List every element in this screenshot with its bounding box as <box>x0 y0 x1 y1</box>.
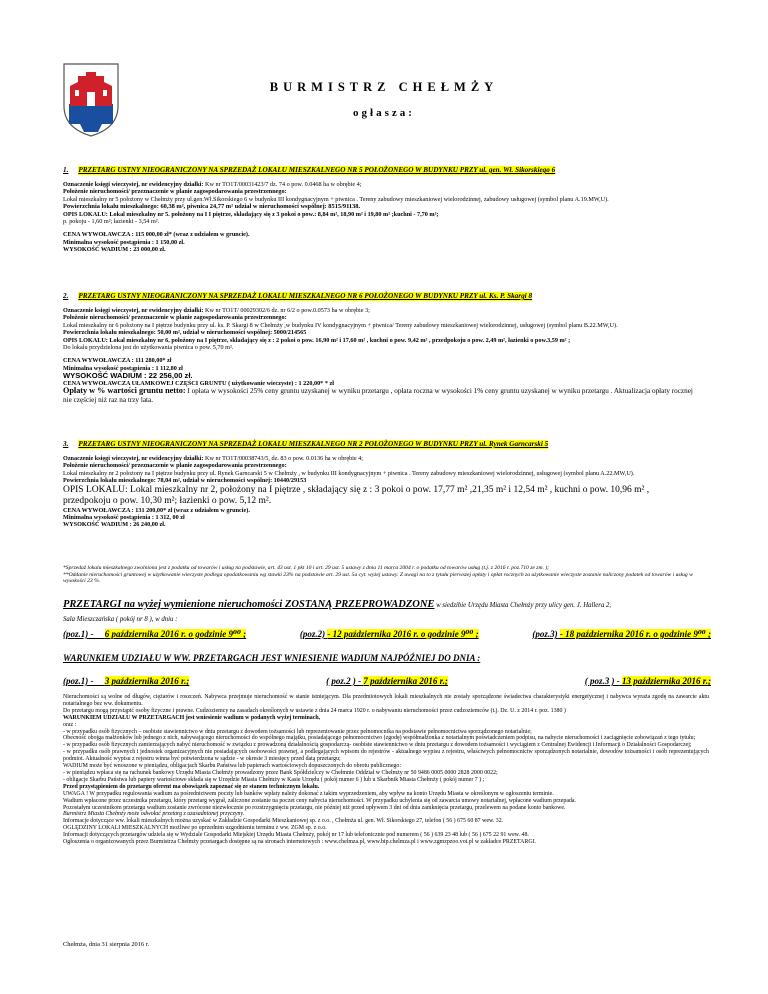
auction-lead: PRZETARGI na wyżej wymienione nieruchomości ZOSTANĄ PRZEPROWADZONE <box>63 599 435 610</box>
terms-line: - w przypadku osób prawnych i jednostek organizacyjnych nie posiadających osobowości prawnej, a podlegających wpisom do rejestrów - aktualnego wypisu z rejestru, właściwych pełnomocnictw sporządzonych notarialnie, dowodów tożsamości i osób reprezentujących podmiot. Aktualność wypisu z rejestru winna być potwierdzona w sądzie - w okresie 3 miesięcy przed datą przetargu; <box>63 749 709 763</box>
terms-line: Do przetargu mogą przystąpić osoby fizyczne i prawne. Cudzoziemcy na zasadach określonych w ustawie z dnia 24 marca 1920 r. o nabywaniu nieruchomości przez cudzoziemców (t.j. Dz. U. z 2014 r. poz. 1380 ) <box>63 707 566 714</box>
location-text: Lokal mieszkalny nr 2 położony na I piętrze budynku przy ul. Rynek Garncarski 5 w Chełmży , w budynku III kondygnacyjnym + piwnica . Tereny zabudowy mieszkaniowej wielorodzinnej, usługowej (symbol planu A.22.MW,U). <box>63 469 635 477</box>
header-title: BURMISTRZ CHEŁMŻY <box>269 80 499 94</box>
terms-line: Nieruchomości są wolne od długów, ciężarów i roszczeń. Nabywca przejmuje nieruchomość w stanie istniejącym. Dla przedmiotowych lokali mieszkalnych nie zostały sporządzone świadectwa charakterystyki energetycznej i nabywca wyraża zgodę na zawarcie aktu notarialnego bez ww. dokumentu. <box>63 694 709 707</box>
location-label: Położenie nieruchomości/ przeznaczenie w planie zagospodarowania przestrzennego: <box>63 314 287 322</box>
terms-block <box>63 694 709 846</box>
location-label: Położenie nieruchomości/ przeznaczenie w planie zagospodarowania przestrzennego: <box>63 462 287 470</box>
terms-line: Wadium wpłacone przez uczestnika przetargu, który przetarg wygrał, zaliczone zostanie na poczet ceny nabycia nieruchomości. W przypadku uchylenia się od zawarcia umowy notarialnej, wpłacone wadium przepada. <box>63 797 576 804</box>
price: CENA WYWOŁAWCZA : 111 280,00* zł <box>63 357 172 365</box>
location-label: Położenie nieruchomości/ przeznaczenie w planie zagospodarowania przestrzennego: <box>63 188 287 196</box>
deposit: WYSOKOŚĆ WADIUM : 26 240,00 zł. <box>63 521 166 529</box>
date-label: (poz.3) <box>532 629 558 639</box>
min-bid: Minimalna wysokość postąpienia : 1 312, 00 zł <box>63 514 185 522</box>
description-text-2: przedpokoju o pow. 10,30 m²; łazienki o pow. 5,12 m². <box>63 495 272 506</box>
description-text: OPIS LOKALU: Lokal mieszkalny nr 6, położony na I piętrze, składający się z : 2 pokoi o pow. 16,90 m² i 17,60 m² , kuchni o pow. 9,42 m² , przedpokoju o pow. 2,49 m², łazienki o pow.3,59 m² ; <box>63 336 571 344</box>
section-number: 3. <box>63 440 69 448</box>
kw-label: Oznaczenie księgi wieczystej, nr ewidencyjny działki: <box>63 455 204 462</box>
auction-room: Sala Mieszczańska ( pokój nr 8 ), w dniu : <box>63 616 178 623</box>
terms-line: - w pieniądzu wpłaca się na rachunek bankowy Urzędu Miasta Chełmży prowadzony przez Bank Spółdzielczy w Chełmnie Oddział w Chełmży nr 50 9486 0005 0000 2828 2000 0022; <box>63 769 498 776</box>
terms-line: Informacje dotyczące ww. lokali mieszkalnych można uzyskać w Zakładzie Gospodarki Mieszkaniowej sp. z o.o. , Chełmża ul. gen. Wł. Sikorskiego 27, telefon ( 56 ) 675 60 87 wew. 32. <box>63 818 504 825</box>
terms-line: oraz : <box>63 721 77 728</box>
terms-line: WADIUM może być wnoszone w pieniądzu, obligacjach Skarbu Państwa lub papierach wartościowych dopuszczonych do obrotu publicznego: <box>63 763 401 770</box>
date-value: 6 października 2016 r. o godzinie 9⁰⁰ ; <box>104 629 247 639</box>
coat-of-arms-emblem <box>62 62 120 138</box>
section-heading: PRZETARG USTNY NIEOGRANICZONY NA SPRZEDAŻ LOKALU MIESZKALNEGO NR 2 POŁOŻONEGO W BUDYNKU PRZY ul. Rynek Garncarski 5 <box>78 440 549 448</box>
terms-line: Obecność obojga małżonków lub jednego z nich, nabywającego nieruchomości do wspólnego majątku, posiadającego pełnomocnictwo (zgodę) współmałżonka z notarialnym poświadczeniem podpisu, na nabycie nieruchomości i zaciągnięcie zobowiązań z tego tytułu; <box>63 735 696 742</box>
terms-line: - w przypadku osób fizycznych – osobiste stawiennictwo w dniu przetargu z dowodem tożsamości lub reprezentowanie przez pełnomocnika na podstawie pełnomocnictwa sporządzonego notarialnie; <box>63 728 532 735</box>
kw-label: Oznaczenie księgi wieczystej, nr ewidencyjny działki: <box>63 181 204 188</box>
date-value: 13 października 2016 r.; <box>621 676 711 686</box>
land-price: CENA WYWOŁAWCZA UŁAMKOWEJ CZĘŚCI GRUNTU ( użytkowanie wieczyste) : 1 220,00* * zł <box>63 379 334 387</box>
deposit: WYSOKOŚĆ WADIUM : 23 000,00 zł. <box>63 246 166 254</box>
date-value: - 12 października 2016 r. o godzinie 9⁰⁰ ; <box>327 629 479 639</box>
terms-line: - obligacje Skarbu Państwa lub papiery wartościowe składa się w Urzędzie Miasta Chełmży w Kasie Urzędu ( pokój numer 6 ) lub u Skarbnik Miasta Chełmży ( pokój numer 7 ) ; <box>63 776 485 783</box>
price: CENA WYWOŁAWCZA : 131 200,00* zł (wraz z udziałem w gruncie). <box>63 506 250 514</box>
description-text: OPIS LOKALU: Lokal mieszkalny nr 2, położony na I piętrze , składający się z : 3 pokoi o pow. 17,77 m² ,21,35 m² i 12,54 m² , kuchni o pow. 10,96 m² , <box>63 484 650 495</box>
section-heading: PRZETARG USTNY NIEOGRANICZONY NA SPRZEDAŻ LOKALU MIESZKALNEGO NR 6 POŁOŻONEGO W BUDYNKU PRZY ul. Ks. P. Skargi 8 <box>78 292 533 300</box>
section-1 <box>63 166 703 254</box>
terms-line: WARUNKIEM UDZIAŁU W PRZETARGACH jest wniesienie wadium w podanych wyżej terminach, <box>63 714 321 721</box>
kw-value: Kw nr TO1T/00038743/5, dz. 83 o pow. 0.0136 ha w obrębie 4; <box>203 455 364 462</box>
date-label: (poz.1) - <box>63 629 94 639</box>
terms-line: UWAGA ! W przypadku regulowania wadium za pośrednictwem poczty lub banków wpłaty należy dokonać z takim wyprzedzeniem, aby wpływ na konto Urzędu Miasta w określonym w ogłoszeniu terminie. <box>63 790 554 797</box>
area-text: Powierzchnia lokalu mieszkalnego: 50,00 m², udział w nieruchomości wspólnej: 5000/214565 <box>63 329 307 337</box>
date-value: 3 października 2016 r.; <box>104 676 190 686</box>
deposit-date-2 <box>326 676 448 686</box>
terms-line: Burmistrz Miasta Chełmży może odwołać przetarg z uzasadnionej przyczyny. <box>63 811 245 818</box>
terms-line: Pozostałym uczestnikom przetargu wadium zostanie zwrócone niezwłocznie po rozstrzygnięciu przetargu, nie później niż przed upływem 3 dni od dnia zamknięcia przetargu, przelewem na podane konto bankowe. <box>63 804 566 811</box>
description-text-2: p. pokoju - 1,60 m²; łazienki - 3,54 m². <box>63 218 160 226</box>
terms-line: OGLĘDZINY LOKALI MIESZKALNYCH możliwe po uprzednim uzgodnieniu terminu z ww. ZGM sp. z o.o. <box>63 825 327 832</box>
kw-value: Kw nr TO1T/ 00029302/6 dz. nr 6/2 o pow.0.0573 ha w obrębie 3; <box>203 307 370 314</box>
footnote-land: **Oddanie nieruchomości gruntowej w użytkowanie wieczyste podlega opodatkowaniu wg stawki 23% na podstawie art. 29 ust. 5a cyt. wyżej ustawy. Z uwagi na to z tytułu pierwszej opłaty i opłat rocznych za użytkowanie wieczyste zostanie naliczony podatek od towarów i usług w wysokości 23 %. <box>63 571 693 585</box>
section-heading: PRZETARG USTNY NIEOGRANICZONY NA SPRZEDAŻ LOKALU MIESZKALNEGO NR 5 POŁOŻONEGO W BUDYNKU PRZY ul. gen. Wł. Sikorskiego 6 <box>78 166 556 174</box>
date-item-2 <box>300 629 479 640</box>
section-number: 2. <box>63 292 69 300</box>
section-number: 1. <box>63 166 69 174</box>
location-text: Lokal mieszkalny nr 6 położony na I piętrze budynku przy ul. ks. P. Skargi 8 w Chełmży ,w budynku IV kondygnacyjnym + piwnica/ Tereny zabudowy mieszkaniowej wielorodzinnej, usługowej (symbol planu B.22.MW,U). <box>63 321 618 329</box>
deposit-dates <box>63 676 711 686</box>
min-bid: Minimalna wysokość postąpienia : 1 112,80 zł <box>63 364 183 372</box>
location-text: Lokal mieszkalny nr 5 położony w Chełmży przy ul.gen.Wł.Sikorskiego 6 w budynku III kondygnacyjnym + piwnica . Tereny zabudowy mieszkaniowej wielorodzinnej, zabudowy usługowej (symbol planu A.19.MW,U). <box>63 195 609 203</box>
date-label: ( poz.2 ) - <box>326 676 362 686</box>
deposit-condition: WARUNKIEM UDZIAŁU W WW. PRZETARGACH JEST WNIESIENIE WADIUM NAJPÓŹNIEJ DO DNIA : <box>63 653 481 663</box>
deposit: WYSOKOŚĆ WADIUM : 22 256,00 zł. <box>63 371 193 381</box>
terms-line: Informacji dotyczących przetargów udziela się w Wydziale Gospodarki Miejskiej Urzędu Miasta Chełmży, pokój nr 17 lub telefonicznie pod numerem ( 56 ) 639 23 48 lub ( 56 ) 675 22 91 wew. 48. <box>63 832 529 839</box>
kw-value: Kw nr TO1T/00031423/7 dz. 74 o pow. 0.0468 ha w obrębie 4; <box>203 181 362 188</box>
date-item-3 <box>532 629 711 640</box>
area-text: Powierzchnia lokalu mieszkalnego: 60,38 m², piwnica 24,77 m² udział w nieruchomości wspólnej: 8515/91138. <box>63 203 361 211</box>
footnotes <box>63 565 703 585</box>
deposit-date-1 <box>63 676 189 686</box>
area-text: Powierzchnia lokalu mieszkalnego: 78,04 m², udział w nieruchomości wspólnej: 10440/29153 <box>63 477 307 485</box>
description-text-2: Do lokalu przydzielona jest do użytkowania piwnica o pow. 5,70 m². <box>63 344 234 352</box>
auction-dates <box>63 629 711 640</box>
header-subtitle: ogłasza: <box>353 107 415 119</box>
fees-text: I opłata w wysokości 25% ceny gruntu uzyskanej w wyniku przetargu , opłata roczna w wysokości 1% ceny gruntu uzyskanej w wyniku przetargu . Aktualizacja opłaty rocznej nie częściej niż raz na trzy lata. <box>63 387 693 404</box>
price: CENA WYWOŁAWCZA : 115 000,00 zł* (wraz z udziałem w gruncie). <box>63 231 250 239</box>
description-text: OPIS LOKALU: Lokal mieszkalny nr 5. położony na I I piętrze, składający się z 3 pokoi o pow.: 8,84 m², 18,90 m² i 19,80 m² ;kuchni - 7,70 m²; <box>63 210 439 218</box>
date-label: (poz.2) <box>299 629 326 639</box>
date-label: ( poz.3 ) - <box>584 676 620 686</box>
footnote-vat: *Sprzedaż lokalu mieszkalnego zwolniona jest z podatku od towarów i usług na podstawie, art. 43 ust. 1 pkt 10 i art. 29 ust. 5 ustawy z dnia 11 marca 2004 r. o podatku od towarów usług (t.j. z 2016 r. poz.710 ze zm. ); <box>63 565 550 571</box>
kw-label: Oznaczenie księgi wieczystej, nr ewidencyjny działki: <box>63 307 204 314</box>
footer-date: Chełmża, dnia 31 sierpnia 2016 r. <box>63 941 150 948</box>
section-3 <box>63 440 703 529</box>
date-value: - 18 października 2016 r. o godzinie 9⁰⁰ ; <box>559 629 711 639</box>
date-item-1 <box>63 629 246 640</box>
auction-location: w siedzibie Urzędu Miasta Chełmży przy ulicy gen. J. Hallera 2, <box>434 602 612 609</box>
terms-line: - w przypadku osób fizycznych zamierzających nabyć nieruchomość w związku z prowadzoną działalnością gospodarczą- osobiste stawiennictwo w dniu przetargu z dowodem tożsamości i wyciągiem z Centralnej Ewidencji i Informacji o Działalności Gospodarczej; <box>63 742 692 749</box>
fees-label: Opłaty w % wartości gruntu netto: <box>63 386 186 396</box>
auction-info <box>63 597 713 625</box>
terms-line: Przed przystąpieniem do przetargu oferent ma obowiązek zapoznać się ze stanem technicznym lokalu. <box>63 783 320 790</box>
terms-line: Ogłoszenia o organizowanych przez Burmistrza Chełmży przetargach dostępne są na stronach internetowych : www.chelmza.pl, www.bip.chelmza.pl i www.zgmzpzoo.vot.pl w zakładce PRZETARGI. <box>63 839 537 846</box>
section-2 <box>63 292 703 404</box>
deposit-date-3 <box>585 676 711 686</box>
date-value: 7 października 2016 r.; <box>363 676 448 686</box>
min-bid: Minimalna wysokość postąpienia : 1 150,00 zł. <box>63 238 185 246</box>
date-label: (poz.1) - <box>63 676 94 686</box>
